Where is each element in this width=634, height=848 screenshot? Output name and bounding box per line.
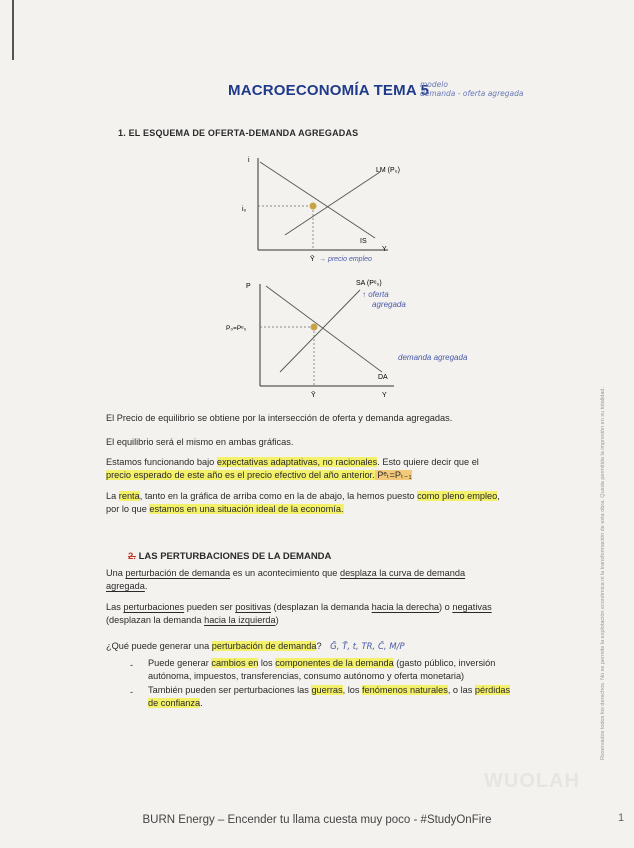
p4g-highlight: estamos en una situación ideal de la economía. (149, 504, 344, 514)
b2a: También pueden ser perturbaciones las (148, 685, 312, 695)
islm-note: → precio empleo (319, 256, 372, 263)
islm-equilibrium-point (310, 203, 317, 210)
p4e: , (497, 491, 500, 501)
q3: ? (316, 641, 322, 651)
bullet-dash-1: - (130, 660, 134, 670)
question-handwritten-note: Ḡ, T̄, t, TR, C̄, M/P (330, 642, 405, 652)
islm-x-label: Y (382, 246, 387, 253)
q2-highlight: perturbación de demanda (211, 641, 317, 651)
p3d-highlight: precio esperado de este año es el precio efectivo del año anterior. (106, 470, 375, 480)
p4c: , tanto en la gráfica de arriba como en la de abajo, la hemos puesto (139, 491, 418, 501)
paragraph-equilibrium-price (106, 412, 536, 425)
s1d: desplaza la curva de demanda (339, 568, 466, 578)
p3a: Estamos funcionando bajo (106, 457, 217, 467)
p3c: . Esto quiere decir que el (377, 457, 479, 467)
islm-graph (230, 150, 430, 270)
sa-note-2: agregada (372, 300, 406, 309)
page-title: MACROECONOMÍA TEMA 5 (228, 82, 430, 99)
sada-equilibrium-point (311, 324, 318, 331)
b1a: Puede generar (148, 658, 212, 668)
sa-curve (280, 290, 360, 372)
s2e: (desplazan la demanda (271, 602, 372, 612)
da-note: demanda agregada (398, 353, 468, 362)
i0-label: i₀ (242, 206, 247, 213)
islm-y-label: i (248, 157, 250, 164)
b2d-highlight: fenómenos naturales (362, 685, 448, 695)
lm-curve (285, 172, 380, 235)
lm-label: LM (P₀) (376, 167, 400, 174)
paragraph-positive-negative (106, 601, 536, 627)
b1d-highlight: componentes de la demanda (275, 658, 394, 668)
copyright-side-text: Reservados todos los derechos. No se permite la explotación económica ni la transformación de esta obra. Queda permitida la impresión en su totalidad. (600, 387, 606, 760)
s2k: ) (275, 615, 279, 625)
b2c: , los (342, 685, 362, 695)
s2j: hacia la izquierda (204, 615, 276, 625)
s2i: (desplazan la demanda (106, 615, 205, 625)
s2f: hacia la derecha (371, 602, 440, 612)
s2g: ) o (439, 602, 453, 612)
s1e: agregada (106, 581, 145, 591)
sa-label: SA (Pᵉ₀) (356, 280, 382, 287)
title-handwritten-note (420, 80, 523, 98)
scan-edge-mark (12, 0, 14, 60)
b1e: (gasto público, inversión (393, 658, 496, 668)
p4b-highlight: renta (118, 491, 140, 501)
p4a: La (106, 491, 119, 501)
bullet-dash-2: - (130, 687, 134, 697)
s2h: negativas (452, 602, 492, 612)
s2c: pueden ser (184, 602, 236, 612)
sada-y-label: P (246, 283, 251, 290)
paragraph-same-equilibrium (106, 436, 536, 449)
title-note-line2: demanda - oferta agregada (420, 89, 524, 98)
s1b: perturbación de demanda (125, 568, 231, 578)
da-label: DA (378, 374, 388, 381)
p0-label: P₀=Pᵉ₀ (226, 325, 247, 332)
section2-heading (128, 551, 331, 562)
wuolah-watermark: WUOLAH (484, 770, 580, 792)
paragraph-question (106, 640, 536, 654)
b2h: . (200, 698, 203, 708)
is-curve (260, 162, 375, 238)
b1f: autónoma, impuestos, transferencias, consumo autónomo y oferta monetaria) (148, 671, 465, 681)
bullet-components (148, 657, 540, 683)
section2-number: 2. (128, 551, 136, 562)
sada-ybar-label: Ȳ (311, 392, 316, 399)
s1c: es un acontecimiento que (230, 568, 340, 578)
section2-title: LAS PERTURBACIONES DE LA DEMANDA (138, 551, 332, 562)
p3b-highlight: expectativas adaptativas, no racionales (216, 457, 378, 467)
p3e-formula: Pᵉₜ=Pₜ₋₁ (374, 470, 412, 480)
p4f: por lo que (106, 504, 150, 514)
is-label: IS (360, 238, 367, 245)
islm-ybar-label: Ȳ (310, 256, 315, 263)
b2e: , o las (447, 685, 475, 695)
b1b-highlight: cambios en (211, 658, 259, 668)
page-number: 1 (618, 812, 625, 824)
b1c: los (258, 658, 276, 668)
paragraph-definition (106, 567, 536, 593)
bullet-wars (148, 684, 540, 710)
b2f-highlight: pérdidas (474, 685, 511, 695)
sada-x-label: Y (382, 392, 387, 399)
q1: ¿Qué puede generar una (106, 641, 212, 651)
paragraph-renta (106, 490, 536, 516)
s2b: perturbaciones (123, 602, 185, 612)
b2b-highlight: guerras (311, 685, 343, 695)
p2-text: El equilibrio será el mismo en ambas gráficas. (106, 437, 294, 447)
s2d: positivas (235, 602, 271, 612)
footer-slogan: BURN Energy – Encender tu llama cuesta muy poco - #StudyOnFire (142, 814, 492, 826)
p1-text: El Precio de equilibrio se obtiene por la intersección de oferta y demanda agregadas. (106, 413, 453, 423)
s2a: Las (106, 602, 124, 612)
b2g-highlight: de confianza (148, 698, 201, 708)
sa-note-1: ↑ oferta (362, 290, 389, 299)
s1f: . (144, 581, 148, 591)
title-note-line1: modelo (420, 80, 448, 89)
section1-heading: 1. EL ESQUEMA DE OFERTA-DEMANDA AGREGADAS (118, 128, 359, 138)
p4d-highlight: como pleno empleo (417, 491, 498, 501)
s1a: Una (106, 568, 126, 578)
sada-graph (222, 272, 522, 400)
paragraph-expectations (106, 456, 536, 482)
